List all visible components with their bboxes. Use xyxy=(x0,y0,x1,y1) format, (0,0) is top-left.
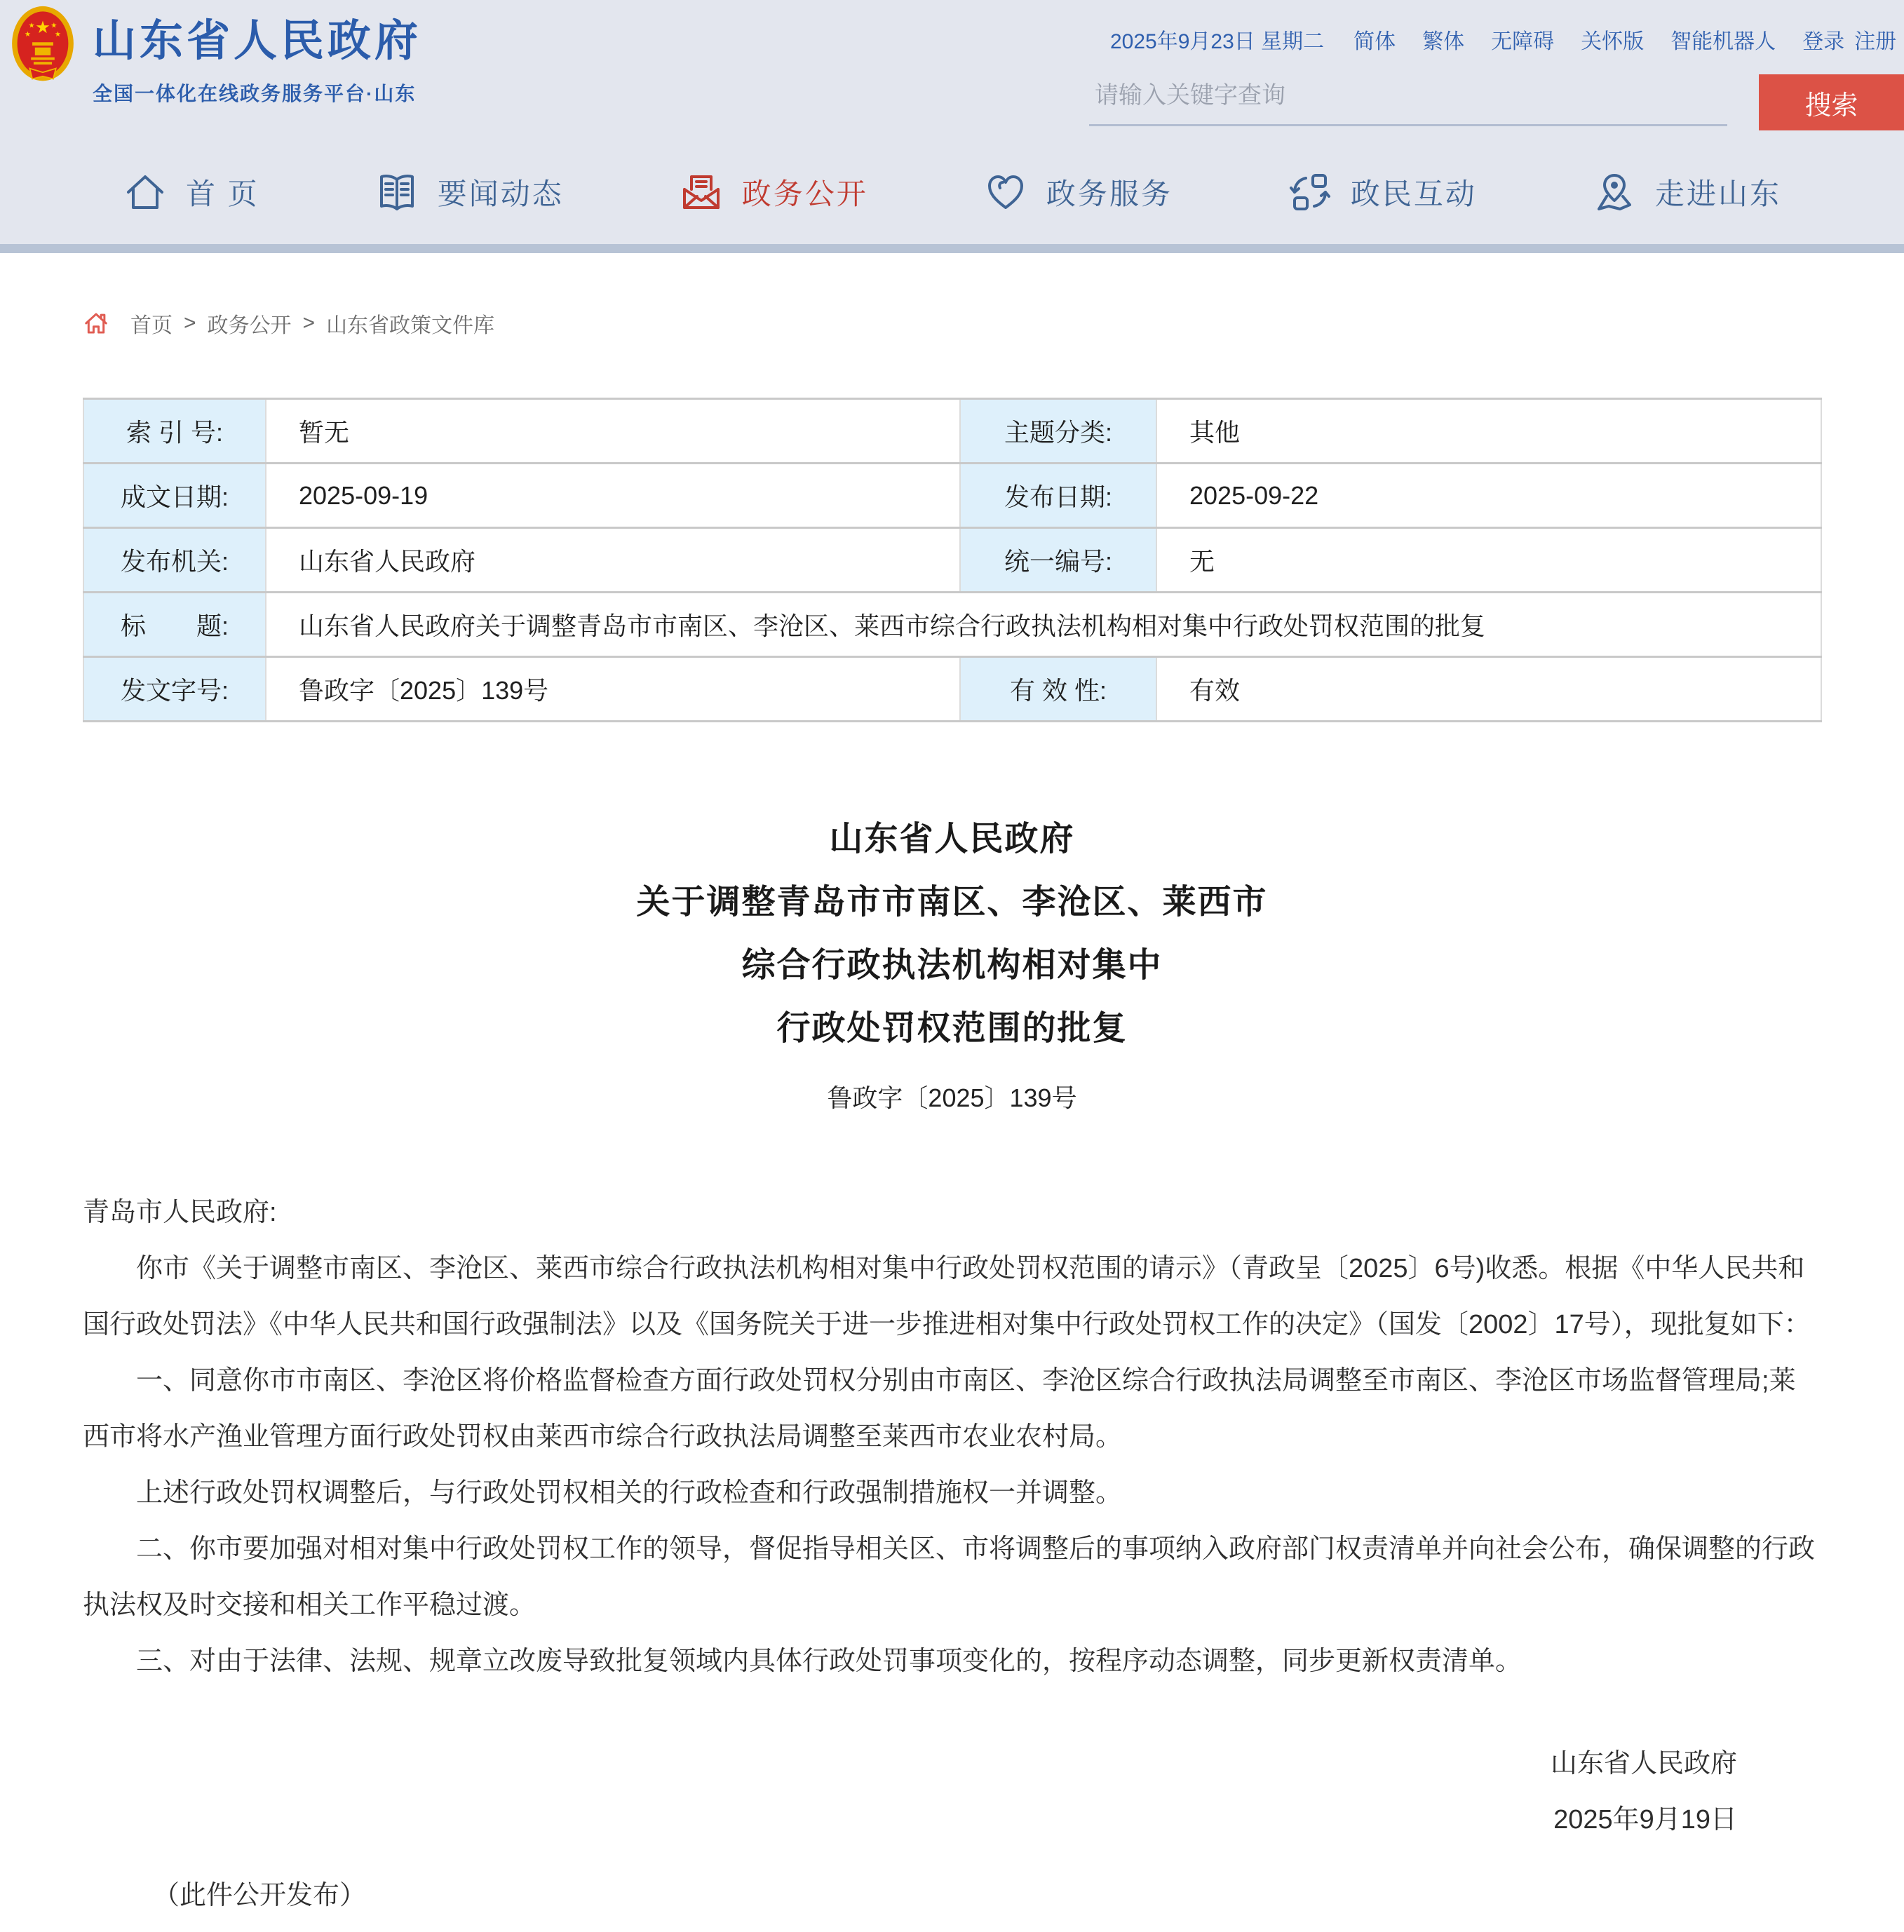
document-signature xyxy=(83,1736,1821,1848)
document-paragraph: 二、你市要加强对相对集中行政处罚权工作的领导，督促指导相关区、市将调整后的事项纳入政府部门权责清单并向社会公布，确保调整的行政执法权及时交接和相关工作平稳过渡。 xyxy=(83,1534,1816,1620)
main-nav xyxy=(0,140,1904,244)
document-paragraph: 上述行政处罚权调整后，与行政处罚权相关的行政检查和行政强制措施权一并调整。 xyxy=(136,1478,1123,1508)
meta-label-title: 标 题: xyxy=(83,593,266,657)
meta-value-topic-category: 其他 xyxy=(1156,399,1821,464)
breadcrumb-item-policy-library[interactable]: 山东省政策文件库 xyxy=(326,314,495,337)
home-icon xyxy=(123,170,168,215)
breadcrumb-separator: > xyxy=(184,311,196,335)
meta-value-written-date: 2025-09-19 xyxy=(266,464,960,528)
nav-bottom-strip xyxy=(0,244,1904,253)
link-care-version[interactable]: 关怀版 xyxy=(1581,30,1645,53)
nav-item-open-gov[interactable] xyxy=(679,170,868,215)
current-date: 2025年9月23日 星期二 xyxy=(1110,30,1325,53)
meta-label-topic-category: 主题分类: xyxy=(960,399,1156,464)
top-utility-bar xyxy=(1110,24,1896,55)
link-simplified[interactable]: 简体 xyxy=(1353,30,1396,53)
search-input[interactable] xyxy=(1089,67,1727,126)
link-login[interactable]: 登录 xyxy=(1802,30,1845,53)
interaction-icon xyxy=(1288,170,1332,215)
site-logo[interactable] xyxy=(10,6,421,107)
logo-text xyxy=(93,6,421,107)
nav-label: 政民互动 xyxy=(1350,177,1477,210)
meta-label-issuing-agency: 发布机关: xyxy=(83,528,266,593)
meta-label-written-date: 成文日期: xyxy=(83,464,266,528)
signature-date: 2025年9月19日 xyxy=(1553,1805,1737,1835)
meta-label-unified-number: 统一编号: xyxy=(960,528,1156,593)
nav-item-services[interactable] xyxy=(983,170,1173,215)
svg-text:★: ★ xyxy=(24,30,32,39)
meta-value-index-no: 暂无 xyxy=(266,399,960,464)
nav-item-interaction[interactable] xyxy=(1288,170,1477,215)
table-row xyxy=(83,399,1821,464)
open-gov-icon xyxy=(679,170,724,215)
link-register[interactable]: 注册 xyxy=(1854,30,1897,53)
document-title xyxy=(83,808,1821,1060)
national-emblem-icon xyxy=(10,6,76,84)
document-number: 鲁政字〔2025〕139号 xyxy=(827,1083,1077,1112)
map-pin-icon xyxy=(1592,170,1637,215)
breadcrumb-separator: > xyxy=(302,311,316,335)
link-traditional[interactable]: 繁体 xyxy=(1422,30,1465,53)
document-paragraph: 你市《关于调整市南区、李沧区、莱西市综合行政执法机构相对集中行政处罚权范围的请示》（青政呈〔2025〕6号)收悉。根据《中华人民共和国行政处罚法》《中华人民共和国行政强制法》以及《国务院关于进一步推进相对集中行政处罚权工作的决定》（国发〔2002〕17号），现批复如下： xyxy=(83,1254,1811,1339)
nav-label: 政务公开 xyxy=(741,177,868,210)
document-meta-table xyxy=(83,398,1822,722)
breadcrumb-item-open-gov[interactable]: 政务公开 xyxy=(207,314,292,337)
table-row xyxy=(83,464,1821,528)
search-button[interactable]: 搜索 xyxy=(1759,74,1904,130)
breadcrumb-home-icon[interactable] xyxy=(83,310,109,337)
link-accessibility[interactable]: 无障碍 xyxy=(1491,30,1555,53)
document-footnote: （此件公开发布） xyxy=(153,1881,367,1910)
meta-label-index-no: 索 引 号: xyxy=(83,399,266,464)
document-title-line: 山东省人民政府 xyxy=(829,820,1075,858)
service-heart-icon xyxy=(983,170,1028,215)
svg-text:★: ★ xyxy=(50,22,58,30)
document-title-line: 综合行政执法机构相对集中 xyxy=(741,947,1163,984)
svg-text:★: ★ xyxy=(35,18,50,38)
meta-label-publish-date: 发布日期: xyxy=(960,464,1156,528)
meta-value-title: 山东省人民政府关于调整青岛市市南区、李沧区、莱西市综合行政执法机构相对集中行政处罚权范围的批复 xyxy=(266,593,1821,657)
signature-org: 山东省人民政府 xyxy=(1550,1749,1737,1778)
breadcrumb-item-home[interactable]: 首页 xyxy=(130,314,173,337)
meta-value-doc-number: 鲁政字〔2025〕139号 xyxy=(266,657,960,722)
page-content xyxy=(0,308,1904,1924)
nav-item-home[interactable] xyxy=(123,170,259,215)
nav-label: 要闻动态 xyxy=(437,177,564,210)
site-subtitle: 全国一体化在线政务服务平台·山东 xyxy=(93,83,417,104)
nav-item-about-shandong[interactable] xyxy=(1592,170,1781,215)
nav-label: 政务服务 xyxy=(1046,177,1173,210)
news-icon xyxy=(374,170,419,215)
table-row xyxy=(83,593,1821,657)
document-title-line: 关于调整青岛市市南区、李沧区、莱西市 xyxy=(636,884,1268,921)
nav-label: 首 页 xyxy=(186,177,259,210)
table-row xyxy=(83,528,1821,593)
nav-item-news[interactable] xyxy=(374,170,564,215)
meta-value-validity: 有效 xyxy=(1156,657,1821,722)
meta-value-unified-number: 无 xyxy=(1156,528,1821,593)
site-header xyxy=(0,0,1904,140)
meta-value-publish-date: 2025-09-22 xyxy=(1156,464,1821,528)
meta-label-doc-number: 发文字号: xyxy=(83,657,266,722)
document-paragraph: 三、对由于法律、法规、规章立改废导致批复领域内具体行政处罚事项变化的，按程序动态调整，同步更新权责清单。 xyxy=(136,1647,1522,1676)
breadcrumb xyxy=(83,308,1821,339)
document-salutation: 青岛市人民政府: xyxy=(83,1198,277,1227)
document-paragraph: 一、同意你市市南区、李沧区将价格监督检查方面行政处罚权分别由市南区、李沧区综合行政执法局调整至市南区、李沧区市场监督管理局;莱西市将水产渔业管理方面行政处罚权由莱西市综合行政执法局调整至莱西市农业农村局。 xyxy=(83,1366,1796,1452)
meta-value-issuing-agency: 山东省人民政府 xyxy=(266,528,960,593)
site-title: 山东省人民政府 xyxy=(93,17,422,65)
svg-text:★: ★ xyxy=(54,30,62,39)
document-body xyxy=(83,1184,1821,1689)
meta-label-validity: 有 效 性: xyxy=(960,657,1156,722)
table-row xyxy=(83,657,1821,722)
nav-label: 走进山东 xyxy=(1654,177,1781,210)
svg-text:★: ★ xyxy=(28,22,35,30)
document-title-line: 行政处罚权范围的批复 xyxy=(776,1010,1128,1047)
link-smart-robot[interactable]: 智能机器人 xyxy=(1670,30,1776,53)
